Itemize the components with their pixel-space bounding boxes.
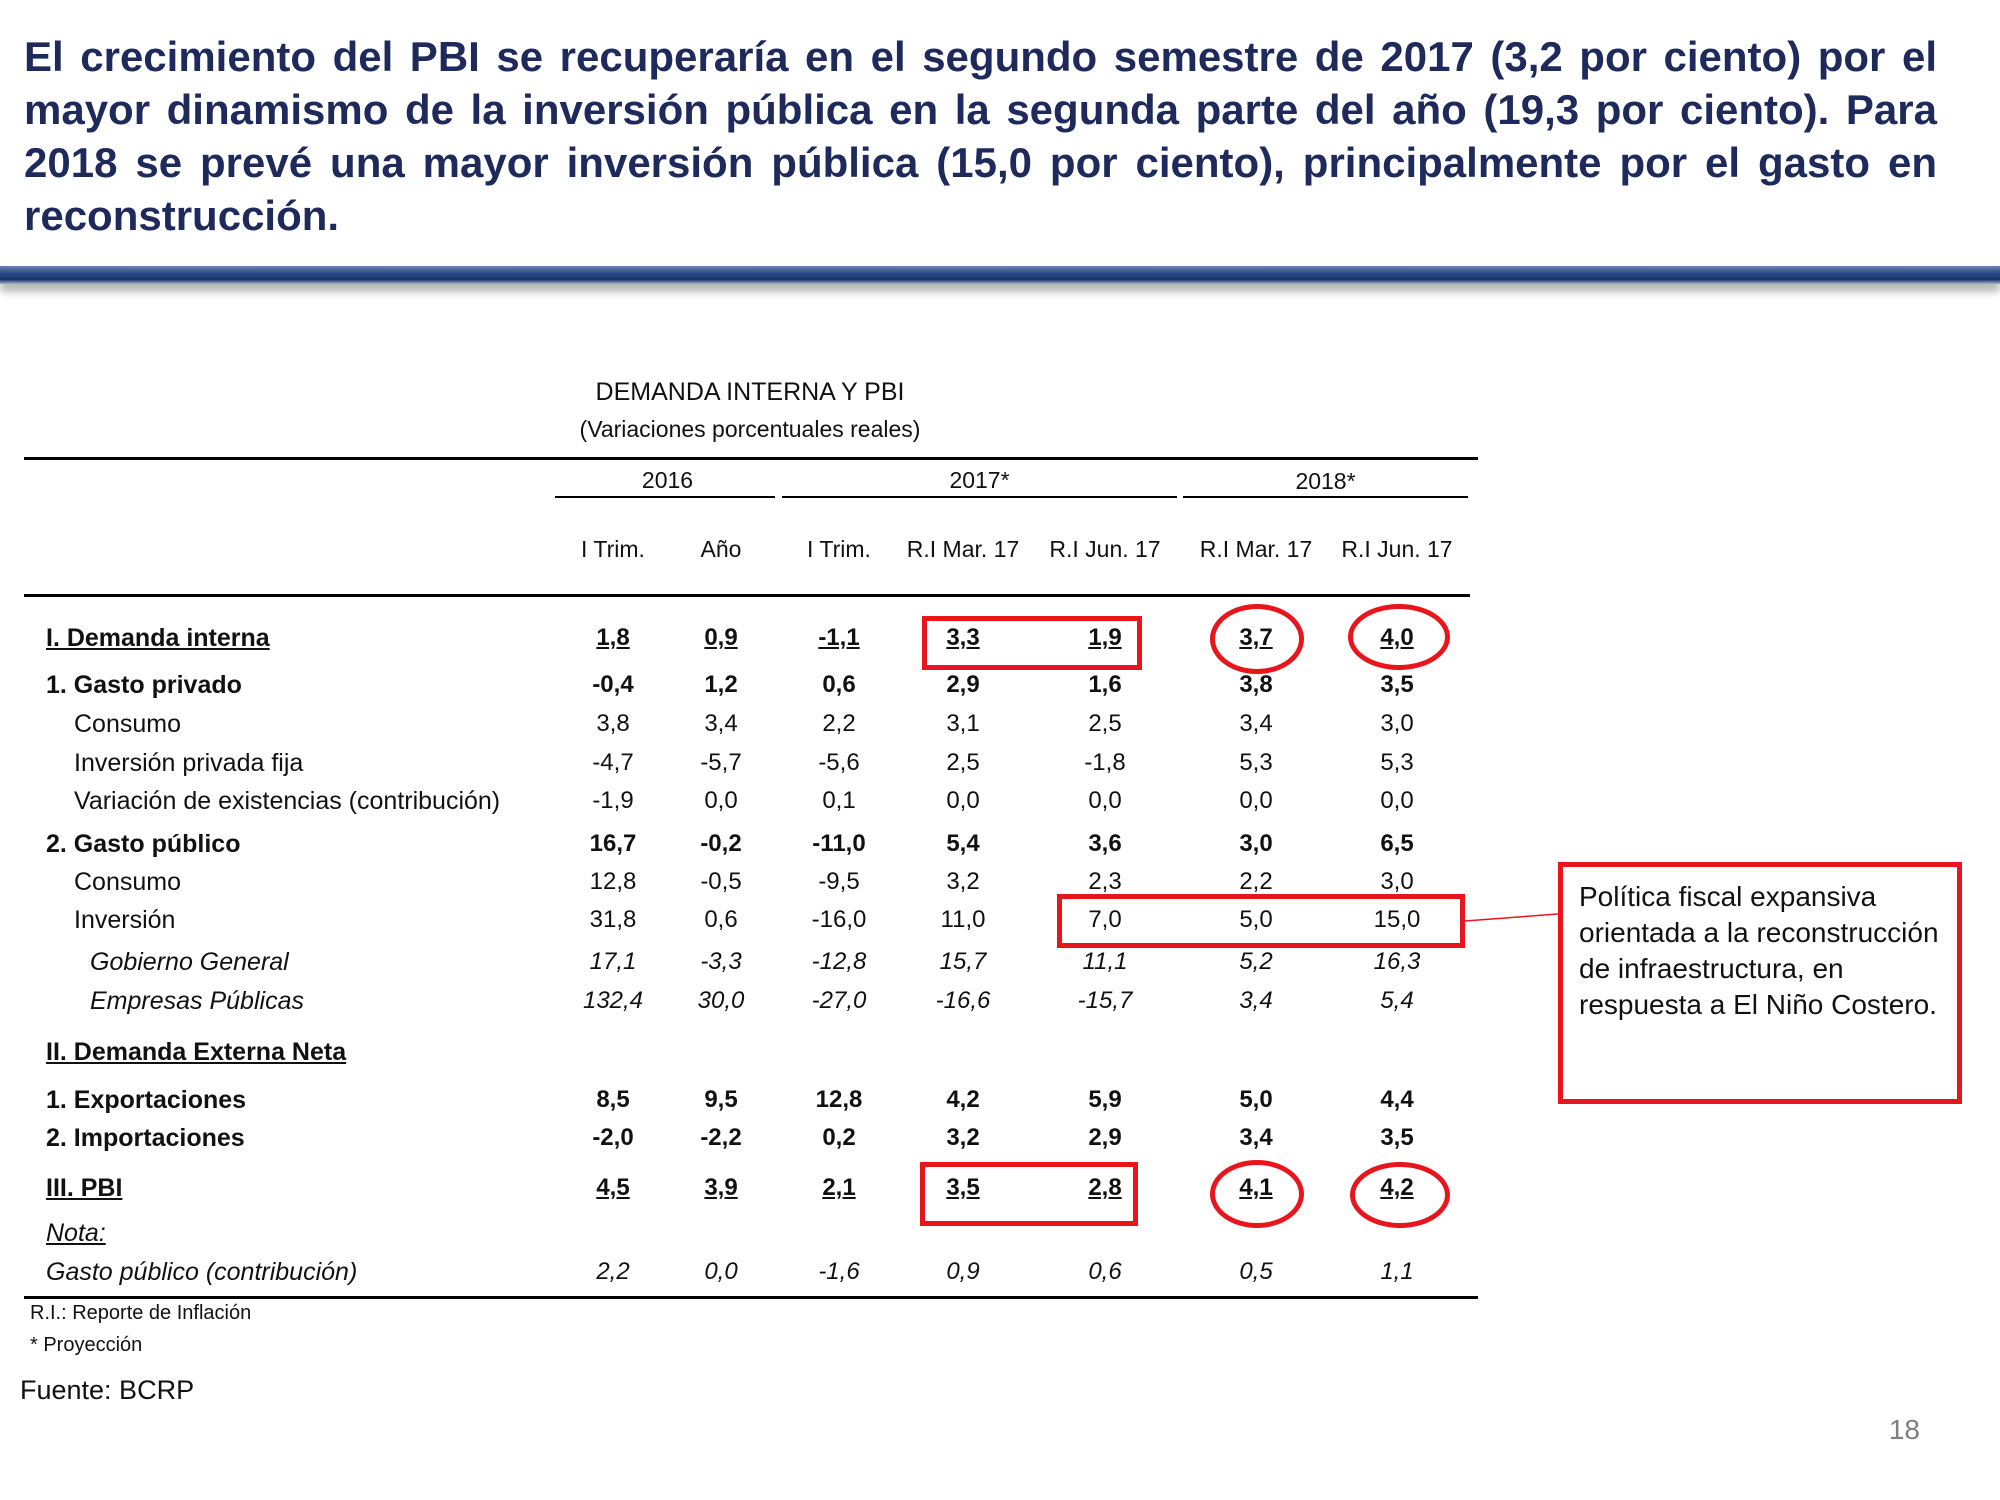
highlight-circle-demanda-2018-mar [1210, 604, 1304, 674]
table-cell: -11,0 [812, 830, 866, 857]
row-label: I. Demanda interna [46, 624, 270, 652]
row-label: Consumo [74, 710, 181, 738]
table-cell: 3,8 [596, 710, 630, 737]
table-cell: 3,0 [1239, 830, 1273, 857]
col-header: R.I Jun. 17 [1341, 536, 1453, 562]
row-label: 2. Gasto público [46, 830, 241, 858]
table-cell: 1,1 [1380, 1258, 1414, 1285]
table-cell: 15,0 [1373, 906, 1421, 933]
callout-box: Política fiscal expansiva orientada a la reconstrucción de infraestructura, en respuesta a El Niño Costero. [1558, 862, 1962, 1104]
table-cell: 3,4 [704, 710, 738, 737]
col-header: R.I Mar. 17 [1199, 536, 1313, 562]
table-cell: 11,0 [940, 906, 986, 933]
table-cell: -3,3 [700, 948, 742, 975]
table-cell: 4,2 [946, 1086, 980, 1113]
year-rule-2018 [1183, 496, 1468, 498]
col-header: R.I Jun. 17 [1049, 536, 1161, 562]
table-cell: 30,0 [697, 987, 745, 1014]
table-cell: 6,5 [1380, 830, 1414, 857]
highlight-circle-pbi-2018-mar [1210, 1160, 1304, 1228]
table-cell: 2,9 [946, 671, 980, 698]
table-cell: 3,4 [1239, 987, 1273, 1014]
table-cell: 1,6 [1088, 671, 1122, 698]
table-cell: 3,5 [1380, 671, 1414, 698]
table-cell: -16,0 [811, 906, 867, 933]
row-label: Empresas Públicas [90, 987, 304, 1015]
table-cell: 2,2 [1239, 868, 1273, 895]
row-label: 1. Exportaciones [46, 1086, 247, 1114]
table-cell: 3,1 [946, 710, 980, 737]
table-cell: -0,4 [592, 671, 634, 698]
row-label: Nota: [46, 1219, 106, 1247]
table-cell: 5,4 [1380, 987, 1414, 1014]
table-cell: 4,1 [1239, 1174, 1273, 1201]
table-subtitle: (Variaciones porcentuales reales) [579, 416, 921, 442]
year-header-2018: 2018* [1295, 468, 1356, 494]
table-cell: 2,3 [1088, 868, 1122, 895]
col-header: I Trim. [807, 536, 871, 562]
table-cell: 3,7 [1239, 624, 1273, 651]
highlight-box-pbi-2017 [920, 1162, 1138, 1226]
table-cell: -0,2 [700, 830, 742, 857]
table-cell: 5,2 [1239, 948, 1273, 975]
table-cell: 0,9 [946, 1258, 980, 1285]
table-cell: 17,1 [589, 948, 637, 975]
year-rule-2016 [555, 496, 775, 498]
table-cell: 0,6 [704, 906, 738, 933]
table-cell: 2,2 [822, 710, 856, 737]
table-cell: 0,6 [1088, 1258, 1122, 1285]
table-cell: 7,0 [1088, 906, 1122, 933]
table-cell: 3,4 [1239, 1124, 1273, 1151]
table-cell: -2,2 [700, 1124, 742, 1151]
table-cell: 4,0 [1380, 624, 1414, 651]
table-cell: 16,3 [1373, 948, 1421, 975]
row-label: 1. Gasto privado [46, 671, 242, 699]
table-cell: -1,6 [818, 1258, 860, 1285]
row-label: Gobierno General [90, 948, 289, 976]
table-cell: -1,9 [592, 787, 634, 814]
table-cell: 31,8 [589, 906, 637, 933]
table-cell: 2,2 [596, 1258, 630, 1285]
row-label: Gasto público (contribución) [46, 1258, 358, 1286]
table-cell: 0,5 [1239, 1258, 1273, 1285]
table-cell: 5,0 [1239, 1086, 1273, 1113]
table-cell: 132,4 [582, 987, 644, 1014]
table-cell: 5,9 [1088, 1086, 1122, 1113]
table-cell: -4,7 [592, 749, 634, 776]
footnote-ri: R.I.: Reporte de Inflación [30, 1302, 252, 1324]
table-cell: 3,6 [1088, 830, 1122, 857]
table-cell: 12,8 [589, 868, 637, 895]
table-cell: 3,8 [1239, 671, 1273, 698]
table-cell: 9,5 [704, 1086, 738, 1113]
table-cell: -2,0 [592, 1124, 634, 1151]
col-header: I Trim. [581, 536, 645, 562]
highlight-circle-demanda-2018-jun [1348, 604, 1450, 670]
table-cell: 3,5 [1380, 1124, 1414, 1151]
title-divider [0, 266, 2000, 284]
table-cell: 3,0 [1380, 710, 1414, 737]
table-cell: -1,8 [1084, 749, 1126, 776]
row-label: Inversión [74, 906, 176, 934]
table-cell: 0,9 [704, 624, 738, 651]
table-cell: 0,0 [704, 787, 738, 814]
table-cell: -16,6 [935, 987, 991, 1014]
table-cell: 3,5 [946, 1174, 980, 1201]
table-cell: 5,4 [946, 830, 980, 857]
table-cell: 3,2 [946, 868, 980, 895]
table-cell: 8,5 [596, 1086, 630, 1113]
table-cell: -0,5 [700, 868, 742, 895]
table-bottom-rule [24, 1296, 1478, 1299]
table-cell: 0,0 [1088, 787, 1122, 814]
table-cell: -5,6 [818, 749, 860, 776]
table-cell: 5,3 [1239, 749, 1273, 776]
table-cell: 1,2 [704, 671, 738, 698]
table-cell: 5,3 [1380, 749, 1414, 776]
table-cell: 0,0 [946, 787, 980, 814]
table-cell: 1,8 [596, 624, 630, 651]
year-header-2016: 2016 [641, 467, 694, 493]
table-cell: 2,9 [1088, 1124, 1122, 1151]
row-label: II. Demanda Externa Neta [46, 1038, 347, 1066]
row-label: Inversión privada fija [74, 749, 304, 777]
year-rule-2017 [782, 496, 1177, 498]
table-cell: 0,1 [822, 787, 856, 814]
table-cell: -12,8 [811, 948, 867, 975]
row-label: Variación de existencias (contribución) [74, 787, 501, 815]
table-cell: 0,0 [1380, 787, 1414, 814]
table-cell: 3,4 [1239, 710, 1273, 737]
table-cell: 4,5 [596, 1174, 630, 1201]
highlight-box-inversion [1057, 894, 1465, 948]
table-cell: 15,7 [939, 948, 987, 975]
highlight-box-demanda-2017 [922, 616, 1142, 670]
table-cell: 3,3 [946, 624, 980, 651]
table-cell: 2,5 [946, 749, 980, 776]
highlight-circle-pbi-2018-jun [1350, 1162, 1450, 1228]
header-bottom-rule [24, 594, 1470, 597]
footnote-proyeccion: * Proyección [30, 1334, 143, 1356]
table-cell: -27,0 [811, 987, 867, 1014]
table-cell: -9,5 [818, 868, 860, 895]
table-top-rule [24, 457, 1478, 460]
col-header: Año [700, 536, 742, 562]
table-cell: 1,9 [1088, 624, 1122, 651]
table-cell: -5,7 [700, 749, 742, 776]
table-cell: 4,4 [1380, 1086, 1414, 1113]
table-cell: 0,2 [822, 1124, 856, 1151]
table-cell: 2,8 [1088, 1174, 1122, 1201]
table-cell: 16,7 [589, 830, 637, 857]
table-cell: 0,6 [822, 671, 856, 698]
table-cell: 2,1 [822, 1174, 856, 1201]
row-label: Consumo [74, 868, 181, 896]
table-cell: -15,7 [1077, 987, 1133, 1014]
row-label: III. PBI [46, 1174, 123, 1202]
table-cell: 4,2 [1380, 1174, 1414, 1201]
table-cell: 3,0 [1380, 868, 1414, 895]
table-title: DEMANDA INTERNA Y PBI [595, 378, 905, 406]
slide-title: El crecimiento del PBI se recuperaría en el segundo semestre de 2017 (3,2 por ciento) por el mayor dinamismo de la inversión pública en la segunda parte del año (19,3 por ciento). Para 2018 se prevé una mayor inversión pública (15,0 por ciento), principalmente por el gasto en reconstrucción. [24, 33, 1937, 239]
table-cell: 3,9 [704, 1174, 738, 1201]
year-header-2017: 2017* [949, 467, 1010, 493]
page-number: 18 [1888, 1414, 1920, 1445]
table-cell: 2,5 [1088, 710, 1122, 737]
table-cell: 12,8 [815, 1086, 863, 1113]
col-header: R.I Mar. 17 [906, 536, 1020, 562]
table-cell: 0,0 [1239, 787, 1273, 814]
table-cell: 0,0 [704, 1258, 738, 1285]
table-cell: 11,1 [1082, 948, 1128, 975]
source-note: Fuente: BCRP [20, 1375, 195, 1405]
table-cell: 5,0 [1239, 906, 1273, 933]
table-cell: -1,1 [818, 624, 860, 651]
table-cell: 3,2 [946, 1124, 980, 1151]
row-label: 2. Importaciones [46, 1124, 245, 1152]
